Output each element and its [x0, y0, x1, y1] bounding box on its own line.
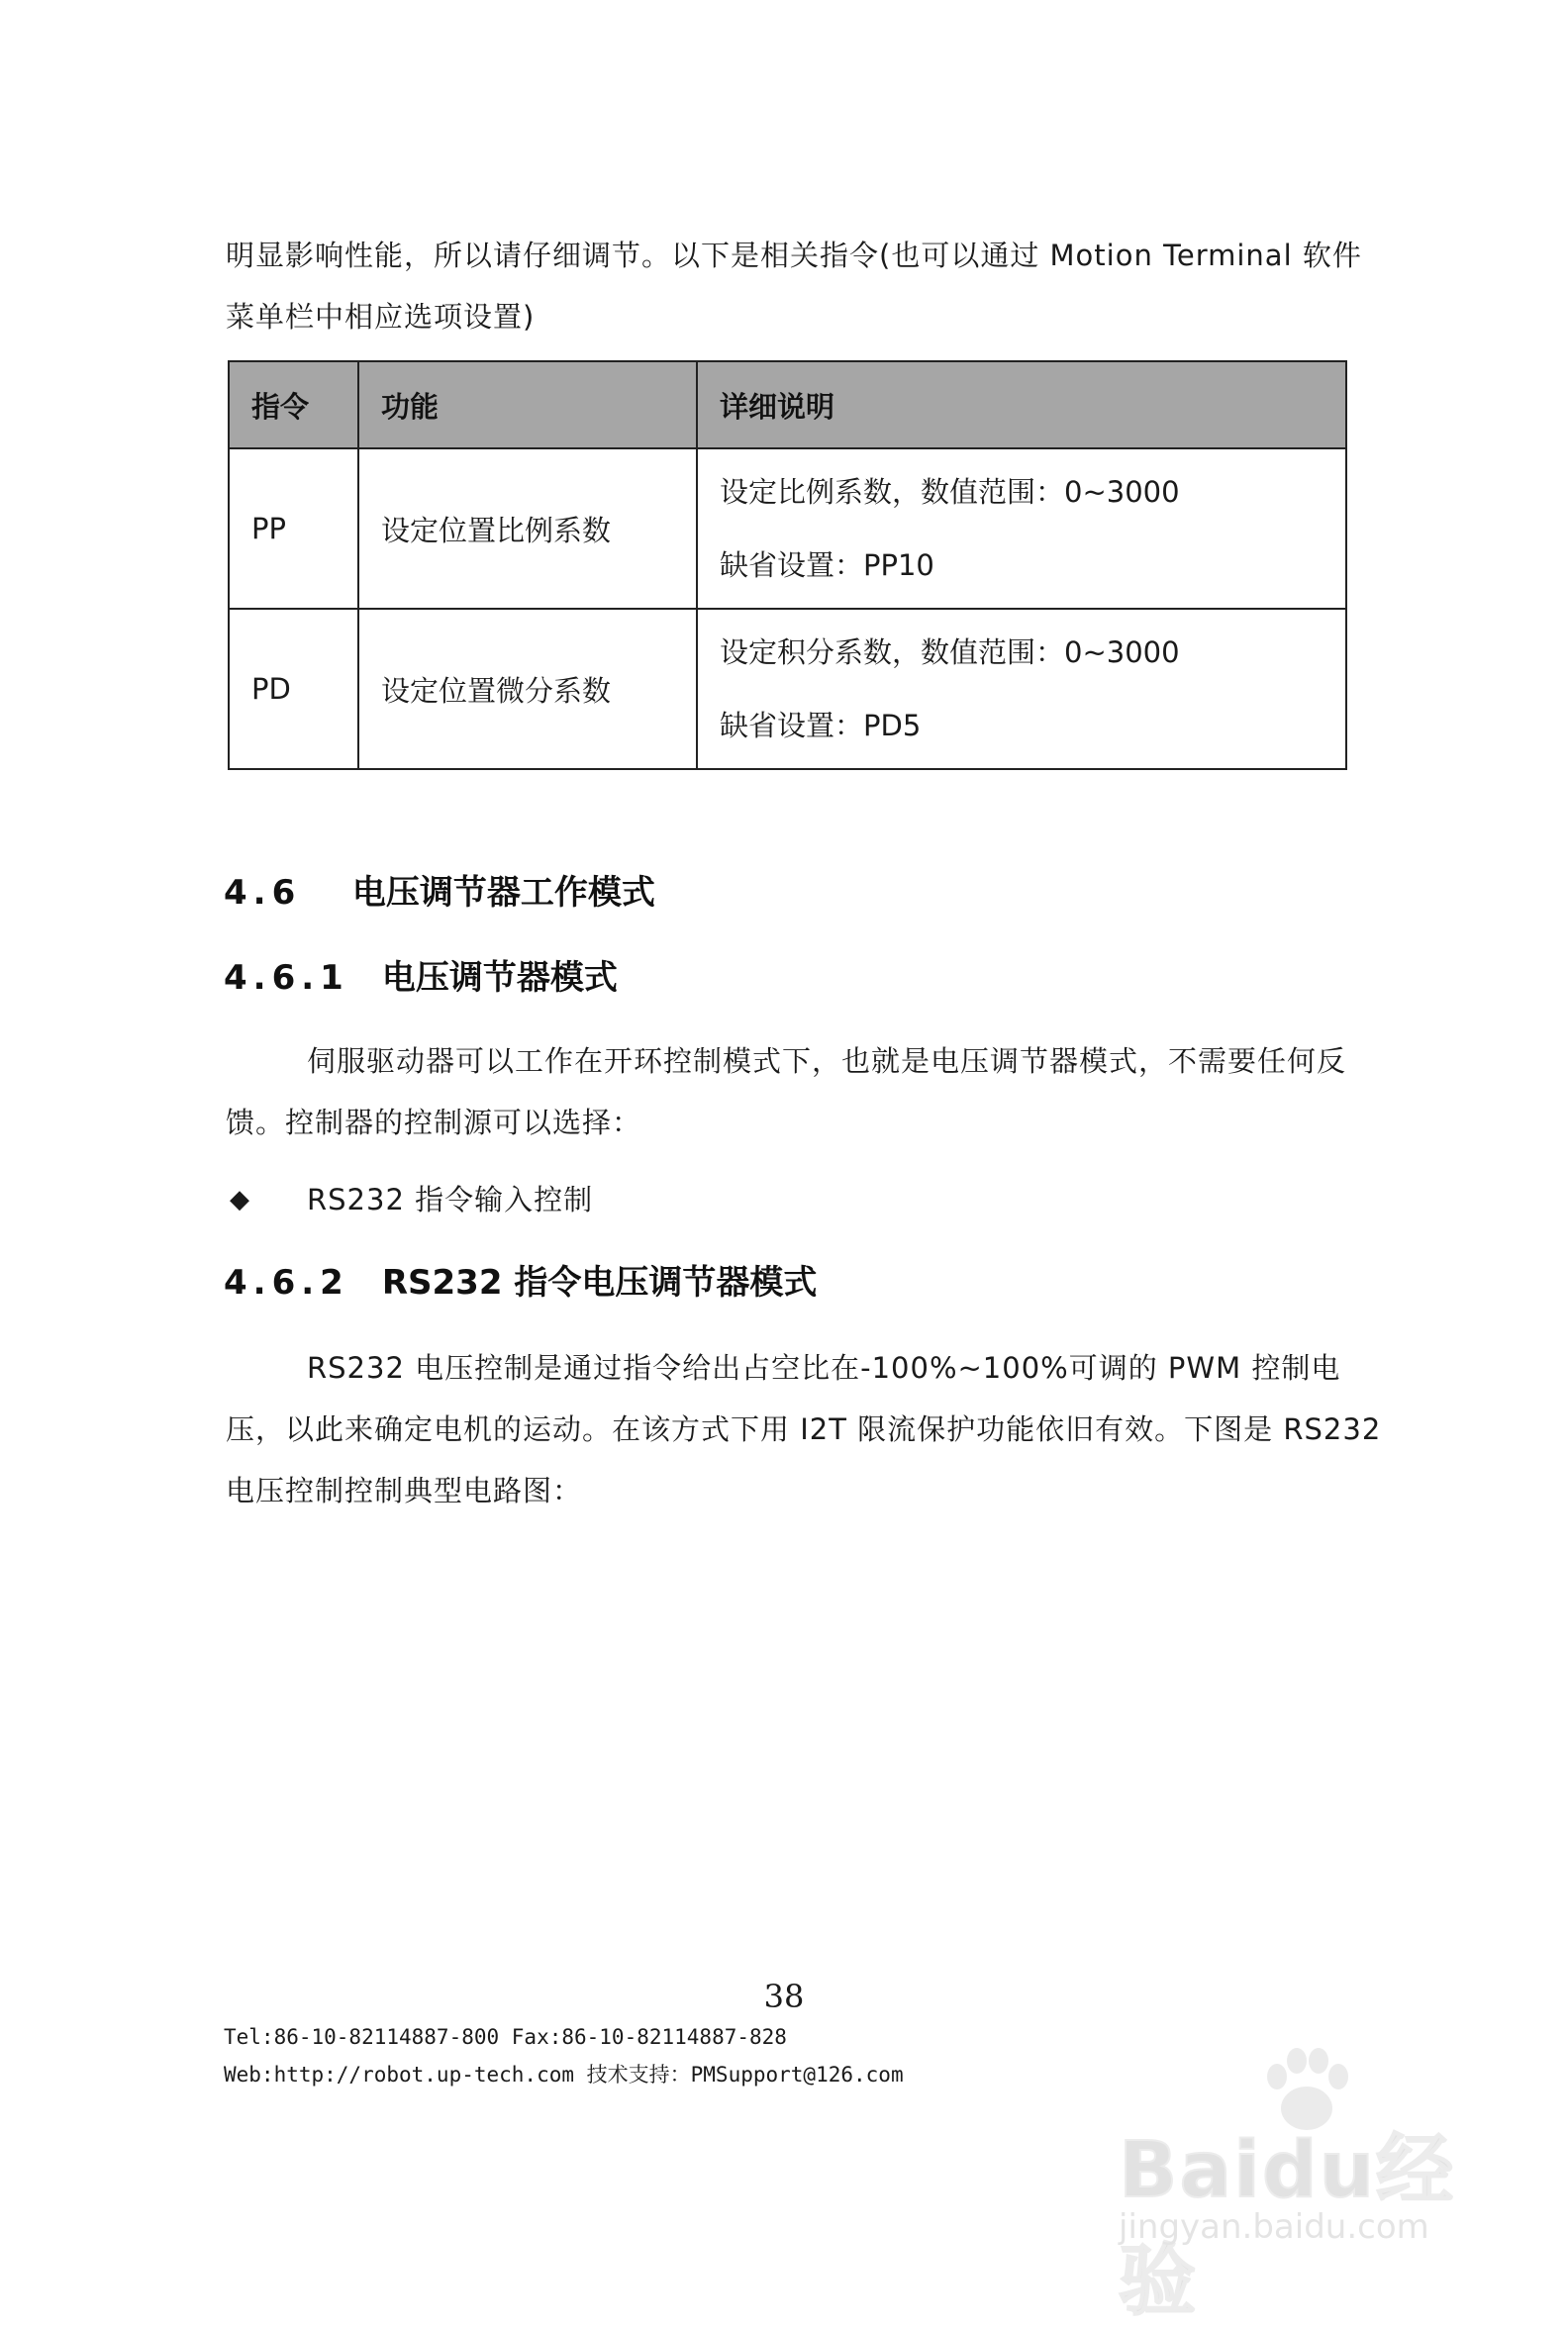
cell-func: 设定位置微分系数 [358, 609, 697, 769]
command-table [228, 360, 1347, 770]
section-heading-4-6-2 [224, 1255, 817, 1304]
cell-detail [697, 448, 1346, 609]
watermark-main: Baidu经验 [1119, 2126, 1456, 2326]
detail-default: 缺省设置：PP10 [720, 548, 934, 582]
intro-line-1: 明显影响性能，所以请仔细调节。以下是相关指令(也可以通过 Motion Terminal 软件 [226, 239, 1362, 272]
cell-func: 设定位置比例系数 [358, 448, 697, 609]
para-4-6-1-line-2: 馈。控制器的控制源可以选择： [226, 1106, 642, 1139]
cell-cmd: PP [229, 448, 358, 609]
para-4-6-2-line-3: 电压控制控制典型电路图： [226, 1474, 583, 1507]
para-4-6-2-line-1: RS232 电压控制是通过指令给出占空比在-100%~100%可调的 PWM 控制电 [307, 1351, 1341, 1385]
table-row [229, 609, 1346, 769]
section-title: 电压调节器工作模式 [351, 873, 655, 913]
baidu-jingyan-watermark [1099, 2039, 1515, 2326]
detail-range: 设定比例系数，数值范围：0~3000 [720, 475, 1180, 509]
table-row [229, 448, 1346, 609]
table-header-func: 功能 [358, 361, 697, 448]
bullet-item-text: RS232 指令输入控制 [307, 1183, 594, 1216]
footer-contact-phone: Tel:86-10-82114887-800 Fax:86-10-82114887-828 [224, 2025, 787, 2049]
bullet-diamond-icon: ◆ [230, 1185, 249, 1214]
table-header-detail: 详细说明 [697, 361, 1346, 448]
section-number: 4.6.1 [224, 958, 349, 998]
section-number: 4.6 [224, 873, 302, 913]
detail-range: 设定积分系数，数值范围：0~3000 [720, 635, 1180, 669]
para-4-6-1-line-1: 伺服驱动器可以工作在开环控制模式下，也就是电压调节器模式，不需要任何反 [307, 1044, 1347, 1078]
footer-contact-web: Web:http://robot.up-tech.com 技术支持：PMSupport@126.com [224, 2063, 904, 2087]
section-heading-4-6-1 [224, 950, 618, 999]
section-title: RS232 指令电压调节器模式 [381, 1263, 818, 1303]
section-number: 4.6.2 [224, 1263, 349, 1303]
section-heading-4-6 [224, 865, 655, 914]
cell-cmd: PD [229, 609, 358, 769]
page-number: 38 [763, 1978, 805, 2015]
cell-detail [697, 609, 1346, 769]
watermark-sub: jingyan.baidu.com [1119, 2207, 1429, 2247]
detail-default: 缺省设置：PD5 [720, 709, 922, 742]
intro-line-2: 菜单栏中相应选项设置) [226, 300, 536, 334]
para-4-6-2-line-2: 压，以此来确定电机的运动。在该方式下用 I2T 限流保护功能依旧有效。下图是 RS232 [226, 1412, 1382, 1446]
section-title: 电压调节器模式 [381, 958, 618, 998]
table-header-cmd: 指令 [229, 361, 358, 448]
table-header-row [229, 361, 1346, 448]
